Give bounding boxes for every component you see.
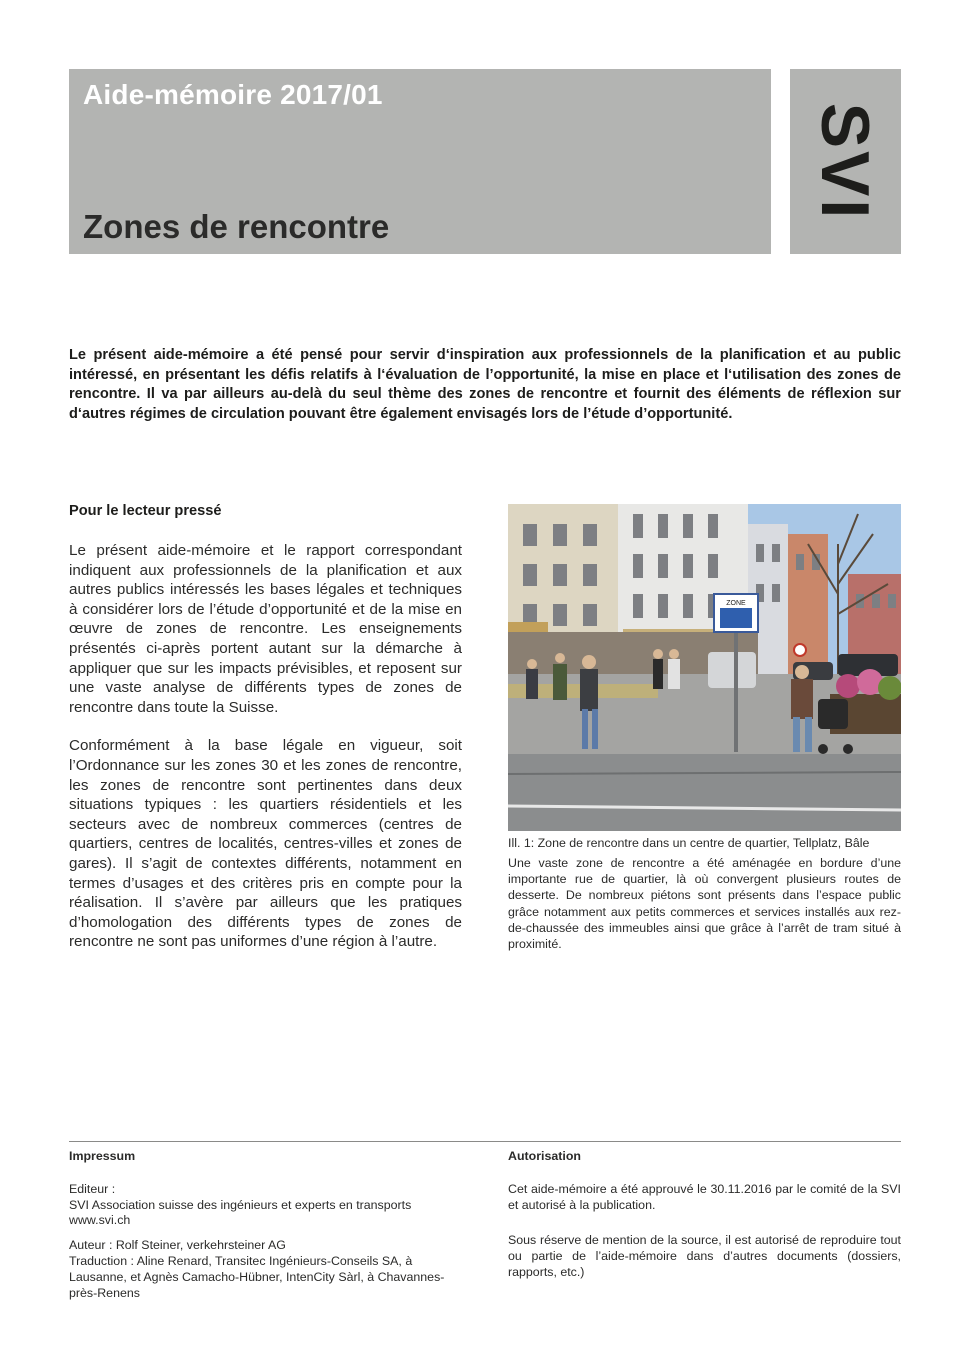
section-heading: Pour le lecteur pressé [69,503,222,519]
impressum-section [69,1149,462,1310]
main-column [69,501,462,971]
author-credit: Auteur : Rolf Steiner, verkehrsteiner AG [69,1238,286,1253]
speed-sign [794,644,806,656]
editor-website-link[interactable]: www.svi.ch [69,1213,131,1228]
header-banner [69,69,771,254]
credits-block [69,1238,462,1301]
editor-block [69,1182,462,1229]
awning [508,622,548,632]
svi-logo-text: SVI [807,102,883,222]
translation-credit: Traduction : Aline Renard, Transitec Ingénieurs-Conseils SA, à Lausanne, et Agnès Camacho-Hübner, IntenCity Sàrl, à Chavannes-près-Renens [69,1253,445,1300]
svi-logo [790,69,901,254]
reproduction-text: Sous réserve de mention de la source, il est autorisé de reproduire tout ou partie de l’aide-mémoire dans d’autres documents (dossiers, rapports, etc.) [508,1233,901,1279]
road [508,754,901,831]
intro-paragraph: Le présent aide-mémoire a été pensé pour servir d‘inspiration aux professionnels de la planification et au public intéressé, en présentant les défis relatifs à l‘évaluation de l’opportunité, la mise en place et l‘utilisation des zones de rencontre. Il va par ailleurs au-delà du seul thème des zones de rencontre et fournit des éléments de réflexion sur d‘autres régimes de circulation pouvant être également envisagés lors de l’étude d’opportunité. [69,347,901,422]
street-photo [508,504,901,831]
document-series: Aide-mémoire 2017/01 [83,79,383,110]
impressum-heading: Impressum [69,1149,136,1163]
body-paragraph: Conformément à la base légale en vigueur, soit l’Ordonnance sur les zones 30 et les zones de rencontre, les zones de rencontre sont pertinentes dans deux situations typiques : les quartiers résidentiels et les secteurs avec de nombreux commerces (centres de quartiers, centres de localités, centres-villes et zones de gares). Il s’agit de contextes différents, notamment en termes d’usages et des critères pris en compte pour la réalisation. Il s’avère par ailleurs que les pratiques d’homologation des différents types de zones de rencontre ne sont pas uniformes d’une région à l’autre. [69,737,462,951]
zone-sign-label: ZONE [726,600,746,607]
editor-label: Editeur : [69,1181,116,1196]
figure-caption-text: Une vaste zone de rencontre a été aménagée en bordure d’une importante rue de quartier, là où convergent plusieurs routes de desserte. De nombreux piétons sont présents dans l’espace public grâce notamment aux petits commerces et services installés aux rez-de-chaussée des immeubles ainsi que grâce à l’arrêt de tram situé à proximité. [508,856,901,952]
body-paragraph: Le présent aide-mémoire et le rapport correspondant indiquent aux professionnels de la planification et aux autres publics intéressés les bases légales et techniques à considérer lors de l’étude d’opportunité et de la mise en œuvre de zones de rencontre. Les enseignements présentés ci-après portent autant sur la démarche à appliquer que sur les impacts prévisibles, et reposent sur une vaste analyse de différents types de zones de rencontre dans toute la Suisse. [69,542,462,716]
figure-caption-title: Ill. 1: Zone de rencontre dans un centre de quartier, Tellplatz, Bâle [508,836,870,850]
document-title: Zones de rencontre [83,208,390,245]
van [708,652,756,688]
approval-text: Cet aide-mémoire a été approuvé le 30.11.2016 par le comité de la SVI et autorisé à la publication. [508,1181,901,1212]
autorisation-heading: Autorisation [508,1149,581,1163]
footer-divider [69,1141,901,1142]
editor-name: SVI Association suisse des ingénieurs et experts en transports [69,1197,412,1212]
autorisation-section [508,1149,901,1290]
